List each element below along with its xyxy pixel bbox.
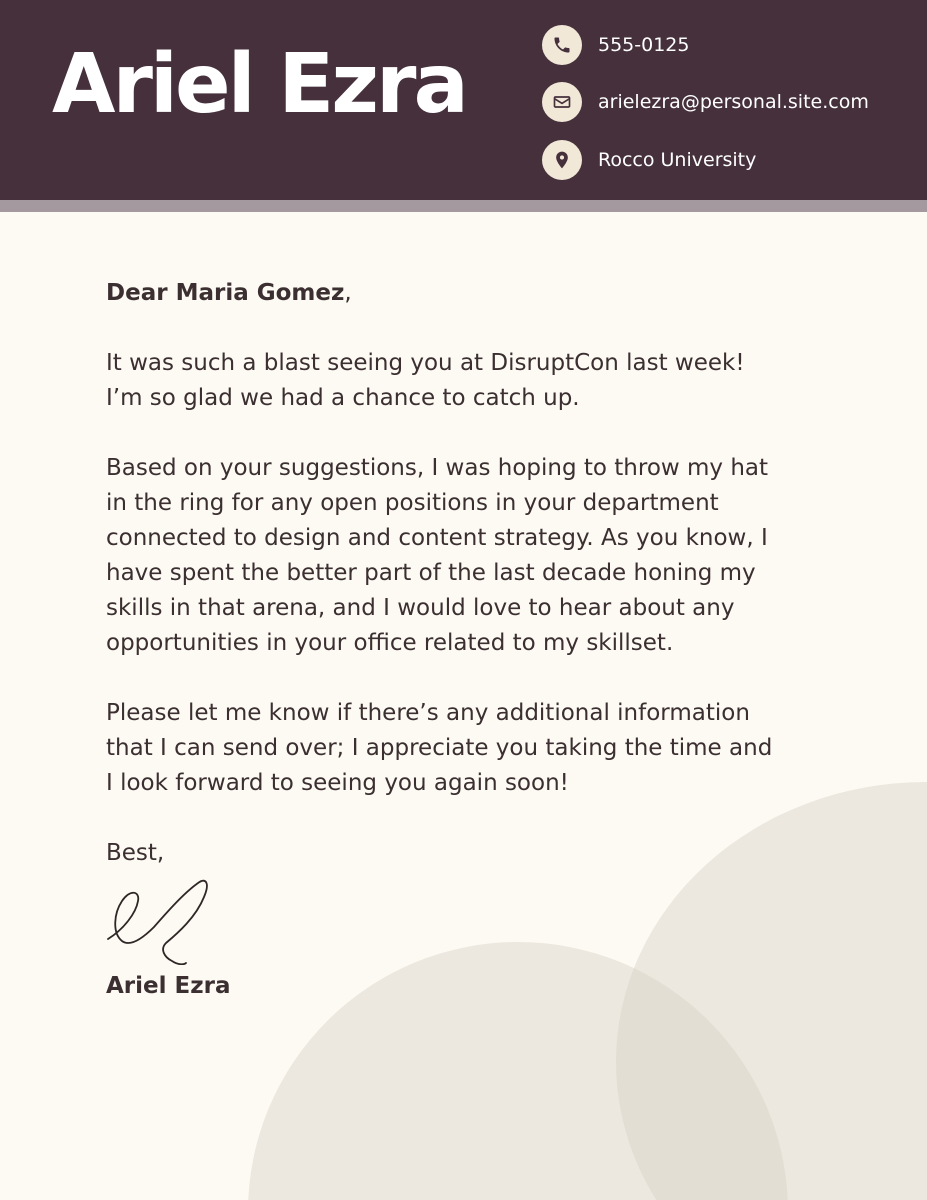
letterhead [0,0,927,200]
paragraph-request [106,451,846,661]
paragraph-line: skills in that arena, and I would love to hear about any [106,595,735,621]
mail-icon [542,82,582,122]
paragraph-line: have spent the better part of the last decade honing my [106,560,756,586]
salutation-recipient: Dear Maria Gomez [106,280,345,306]
contact-phone [542,25,689,65]
contact-email [542,82,869,122]
contact-location [542,140,756,180]
paragraph-line: opportunities in your office related to my skillset. [106,630,674,656]
paragraph-line: I look forward to seeing you again soon! [106,770,569,796]
signer-name: Ariel Ezra [106,973,231,999]
salutation: Dear Maria Gomez, [106,280,352,306]
paragraph-line: It was such a blast seeing you at DisruptCon last week! [106,350,745,376]
paragraph-line: I’m so glad we had a chance to catch up. [106,385,580,411]
paragraph-line: that I can send over; I appreciate you taking the time and [106,735,773,761]
paragraph-line: Please let me know if there’s any additional information [106,700,750,726]
paragraph-line: in the ring for any open positions in your department [106,490,719,516]
closing: Best, [106,840,165,866]
header-divider [0,200,927,212]
handwritten-signature [106,873,216,965]
phone-number: 555-0125 [598,34,690,56]
paragraph-line: connected to design and content strategy. As you know, I [106,525,768,551]
location-text: Rocco University [598,149,757,171]
letter-body [106,276,846,1004]
paragraph-greeting [106,346,846,416]
phone-icon [542,25,582,65]
sender-name: Ariel Ezra [52,37,466,132]
paragraph-closing-remarks [106,696,846,801]
paragraph-line: Based on your suggestions, I was hoping to throw my hat [106,455,769,481]
location-pin-icon [542,140,582,180]
email-address: arielezra@personal.site.com [598,91,869,113]
